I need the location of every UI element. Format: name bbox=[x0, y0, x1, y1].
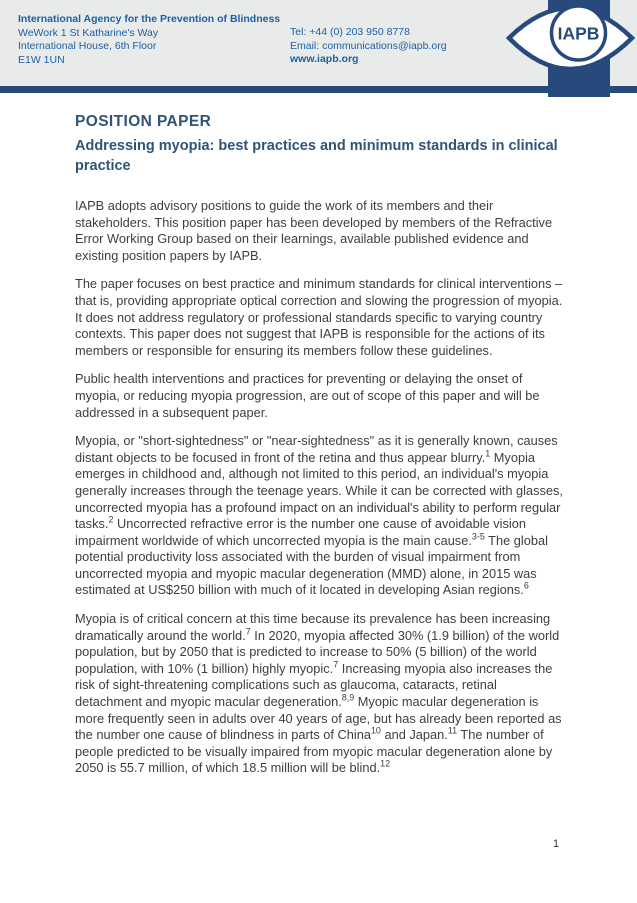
citation-superscript: 8,9 bbox=[341, 692, 355, 703]
org-name: International Agency for the Prevention of Blindness bbox=[18, 13, 281, 25]
paragraph: Myopia, or "short-sightedness" or "near-sightedness" as it is generally known, causes distant objects to be focused in front of the retina and thus appear blurry.$^1$ Myopia emerges in childhood and, although not limited to this period, an individual's myopia generally increases through the teenage years. While it can be corrected with glasses, uncorrected myopia has a profound impact on an individual's ability to perform regular tasks.$^2$ Uncorrected refractive error is the number one cause of avoidable vision impairment worldwide of which uncorrected myopia is the main cause.$^{3-5}$ The global potential productivity loss associated with the burden of visual impairment from uncorrected myopia and myopic macular degeneration (MMD) alone, in 2015 was estimated at US$250 billion with much of it located in developing Asian regions.$^6$ bbox=[75, 433, 563, 598]
document-title: Addressing myopia: best practices and minimum standards in clinical practice bbox=[75, 138, 558, 174]
paragraphs bbox=[75, 198, 567, 777]
citation-superscript: 2 bbox=[108, 514, 114, 525]
paragraph: IAPB adopts advisory positions to guide the work of its members and their stakeholders. This position paper has been developed by members of the Refractive Error Working Group based on their learnings, available published evidence and existing position papers by IAPB. bbox=[75, 198, 553, 263]
citation-superscript: 7 bbox=[245, 626, 251, 637]
website-link[interactable]: www.iapb.org bbox=[290, 53, 359, 65]
logo-wordmark: IAPB bbox=[557, 23, 600, 44]
iapb-eye-logo bbox=[500, 0, 637, 100]
citation-superscript: 1 bbox=[485, 448, 491, 459]
paragraph: Myopia is of critical concern at this time because its prevalence has been increasing dramatically around the world.$^7$ In 2020, myopia affected 30% (1.9 billion) of the world population, but by 2050 that is predicted to increase to 50% (5 billion) of the world population, with 10% (1 billion) highly myopic.$^7$ Increasing myopia also increases the risk of sight-threatening complications such as glaucoma, cataracts, retinal detachment and myopic macular degeneration.$^{8,9}$ Myopic macular degeneration is more frequently seen in adults over 40 years of age, but has already been reported as the number one cause of blindness in parts of China$^{10}$ and Japan.$^{11}$ The number of people predicted to be visually impaired from myopic macular degeneration alone by 2050 is 55.7 million, of which 18.5 million will be blind.$^{12}$ bbox=[75, 611, 562, 776]
citation-superscript: 10 bbox=[370, 725, 381, 736]
email-line: Email: communications@iapb.org bbox=[290, 39, 447, 52]
page-number: 1 bbox=[553, 838, 560, 850]
address-line: International House, 6th Floor bbox=[18, 40, 157, 52]
document-kicker: POSITION PAPER bbox=[75, 113, 212, 130]
contact-block bbox=[290, 26, 447, 67]
document-body bbox=[75, 113, 567, 789]
citation-superscript: 7 bbox=[333, 659, 339, 670]
citation-superscript: 11 bbox=[447, 725, 458, 736]
paragraph: The paper focuses on best practice and minimum standards for clinical interventions – that is, providing appropriate optical correction and slowing the progression of myopia. It does not address regulatory or professional standards specific to varying country contexts. This paper does not suggest that IAPB is responsible for the actions of its members or responsible for ensuring its members follow these guidelines. bbox=[75, 276, 563, 358]
citation-superscript: 12 bbox=[380, 759, 391, 770]
address-line: E1W 1UN bbox=[18, 53, 65, 66]
address-line: WeWork 1 St Katharine's Way bbox=[18, 26, 159, 39]
org-address-block bbox=[18, 13, 280, 67]
citation-superscript: 6 bbox=[523, 581, 529, 592]
citation-superscript: 3-5 bbox=[471, 531, 485, 542]
paragraph: Public health interventions and practices for preventing or delaying the onset of myopia, or reducing myopia progression, are out of scope of this paper and will be addressed in a subsequent paper. bbox=[75, 371, 540, 420]
phone-line: Tel: +44 (0) 203 950 8778 bbox=[290, 26, 410, 38]
